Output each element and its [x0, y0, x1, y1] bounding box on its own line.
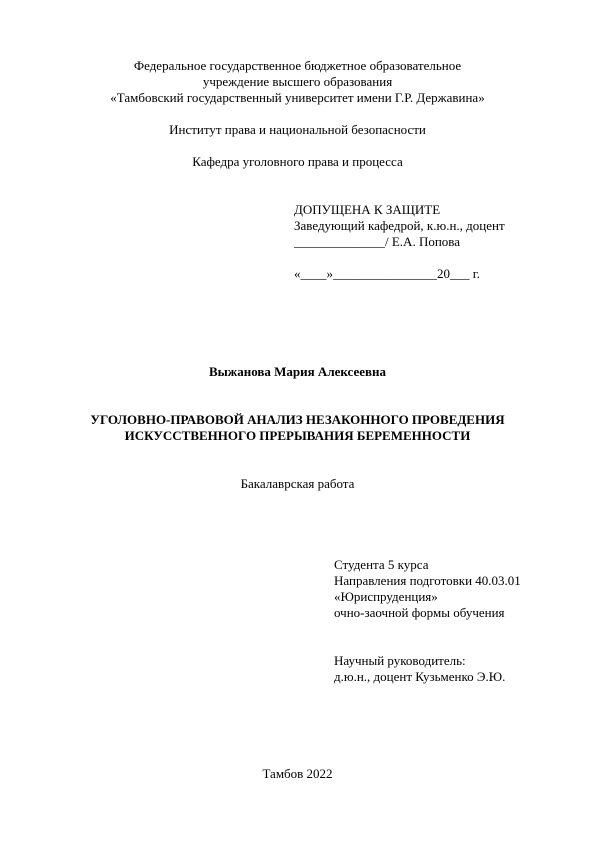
thesis-title-line-1: УГОЛОВНО-ПРАВОВОЙ АНАЛИЗ НЕЗАКОННОГО ПРОВЕДЕНИЯ	[90, 412, 505, 427]
org-line-1: Федеральное государственное бюджетное образовательное	[133, 58, 462, 73]
student-line-3: «Юриспруденция»	[334, 589, 438, 604]
approval-signature-line: ______________/ Е.А. Попова	[294, 234, 461, 249]
institute-name: Институт права и национальной безопасности	[169, 122, 426, 137]
student-line-1: Студента 5 курса	[334, 557, 429, 572]
approval-date-line: «____»________________20___ г.	[294, 266, 480, 281]
student-line-2: Направления подготовки 40.03.01	[334, 573, 521, 588]
work-type: Бакалаврская работа	[240, 476, 355, 491]
city-year: Тамбов 2022	[262, 766, 333, 781]
org-line-2: учреждение высшего образования	[202, 74, 393, 89]
thesis-title-line-2: ИСКУССТВЕННОГО ПРЕРЫВАНИЯ БЕРЕМЕННОСТИ	[124, 428, 471, 443]
author-name: Выжанова Мария Алексеевна	[208, 364, 387, 379]
student-line-4: очно-заочной формы обучения	[334, 605, 505, 620]
department-name: Кафедра уголовного права и процесса	[192, 154, 403, 169]
approval-position: Заведующий кафедрой, к.ю.н., доцент	[294, 218, 505, 233]
supervisor-name: д.ю.н., доцент Кузьменко Э.Ю.	[334, 669, 506, 684]
supervisor-label: Научный руководитель:	[334, 653, 466, 668]
approval-status: ДОПУЩЕНА К ЗАЩИТЕ	[294, 202, 441, 217]
org-line-3: «Тамбовский государственный университет имени Г.Р. Державина»	[110, 90, 485, 105]
